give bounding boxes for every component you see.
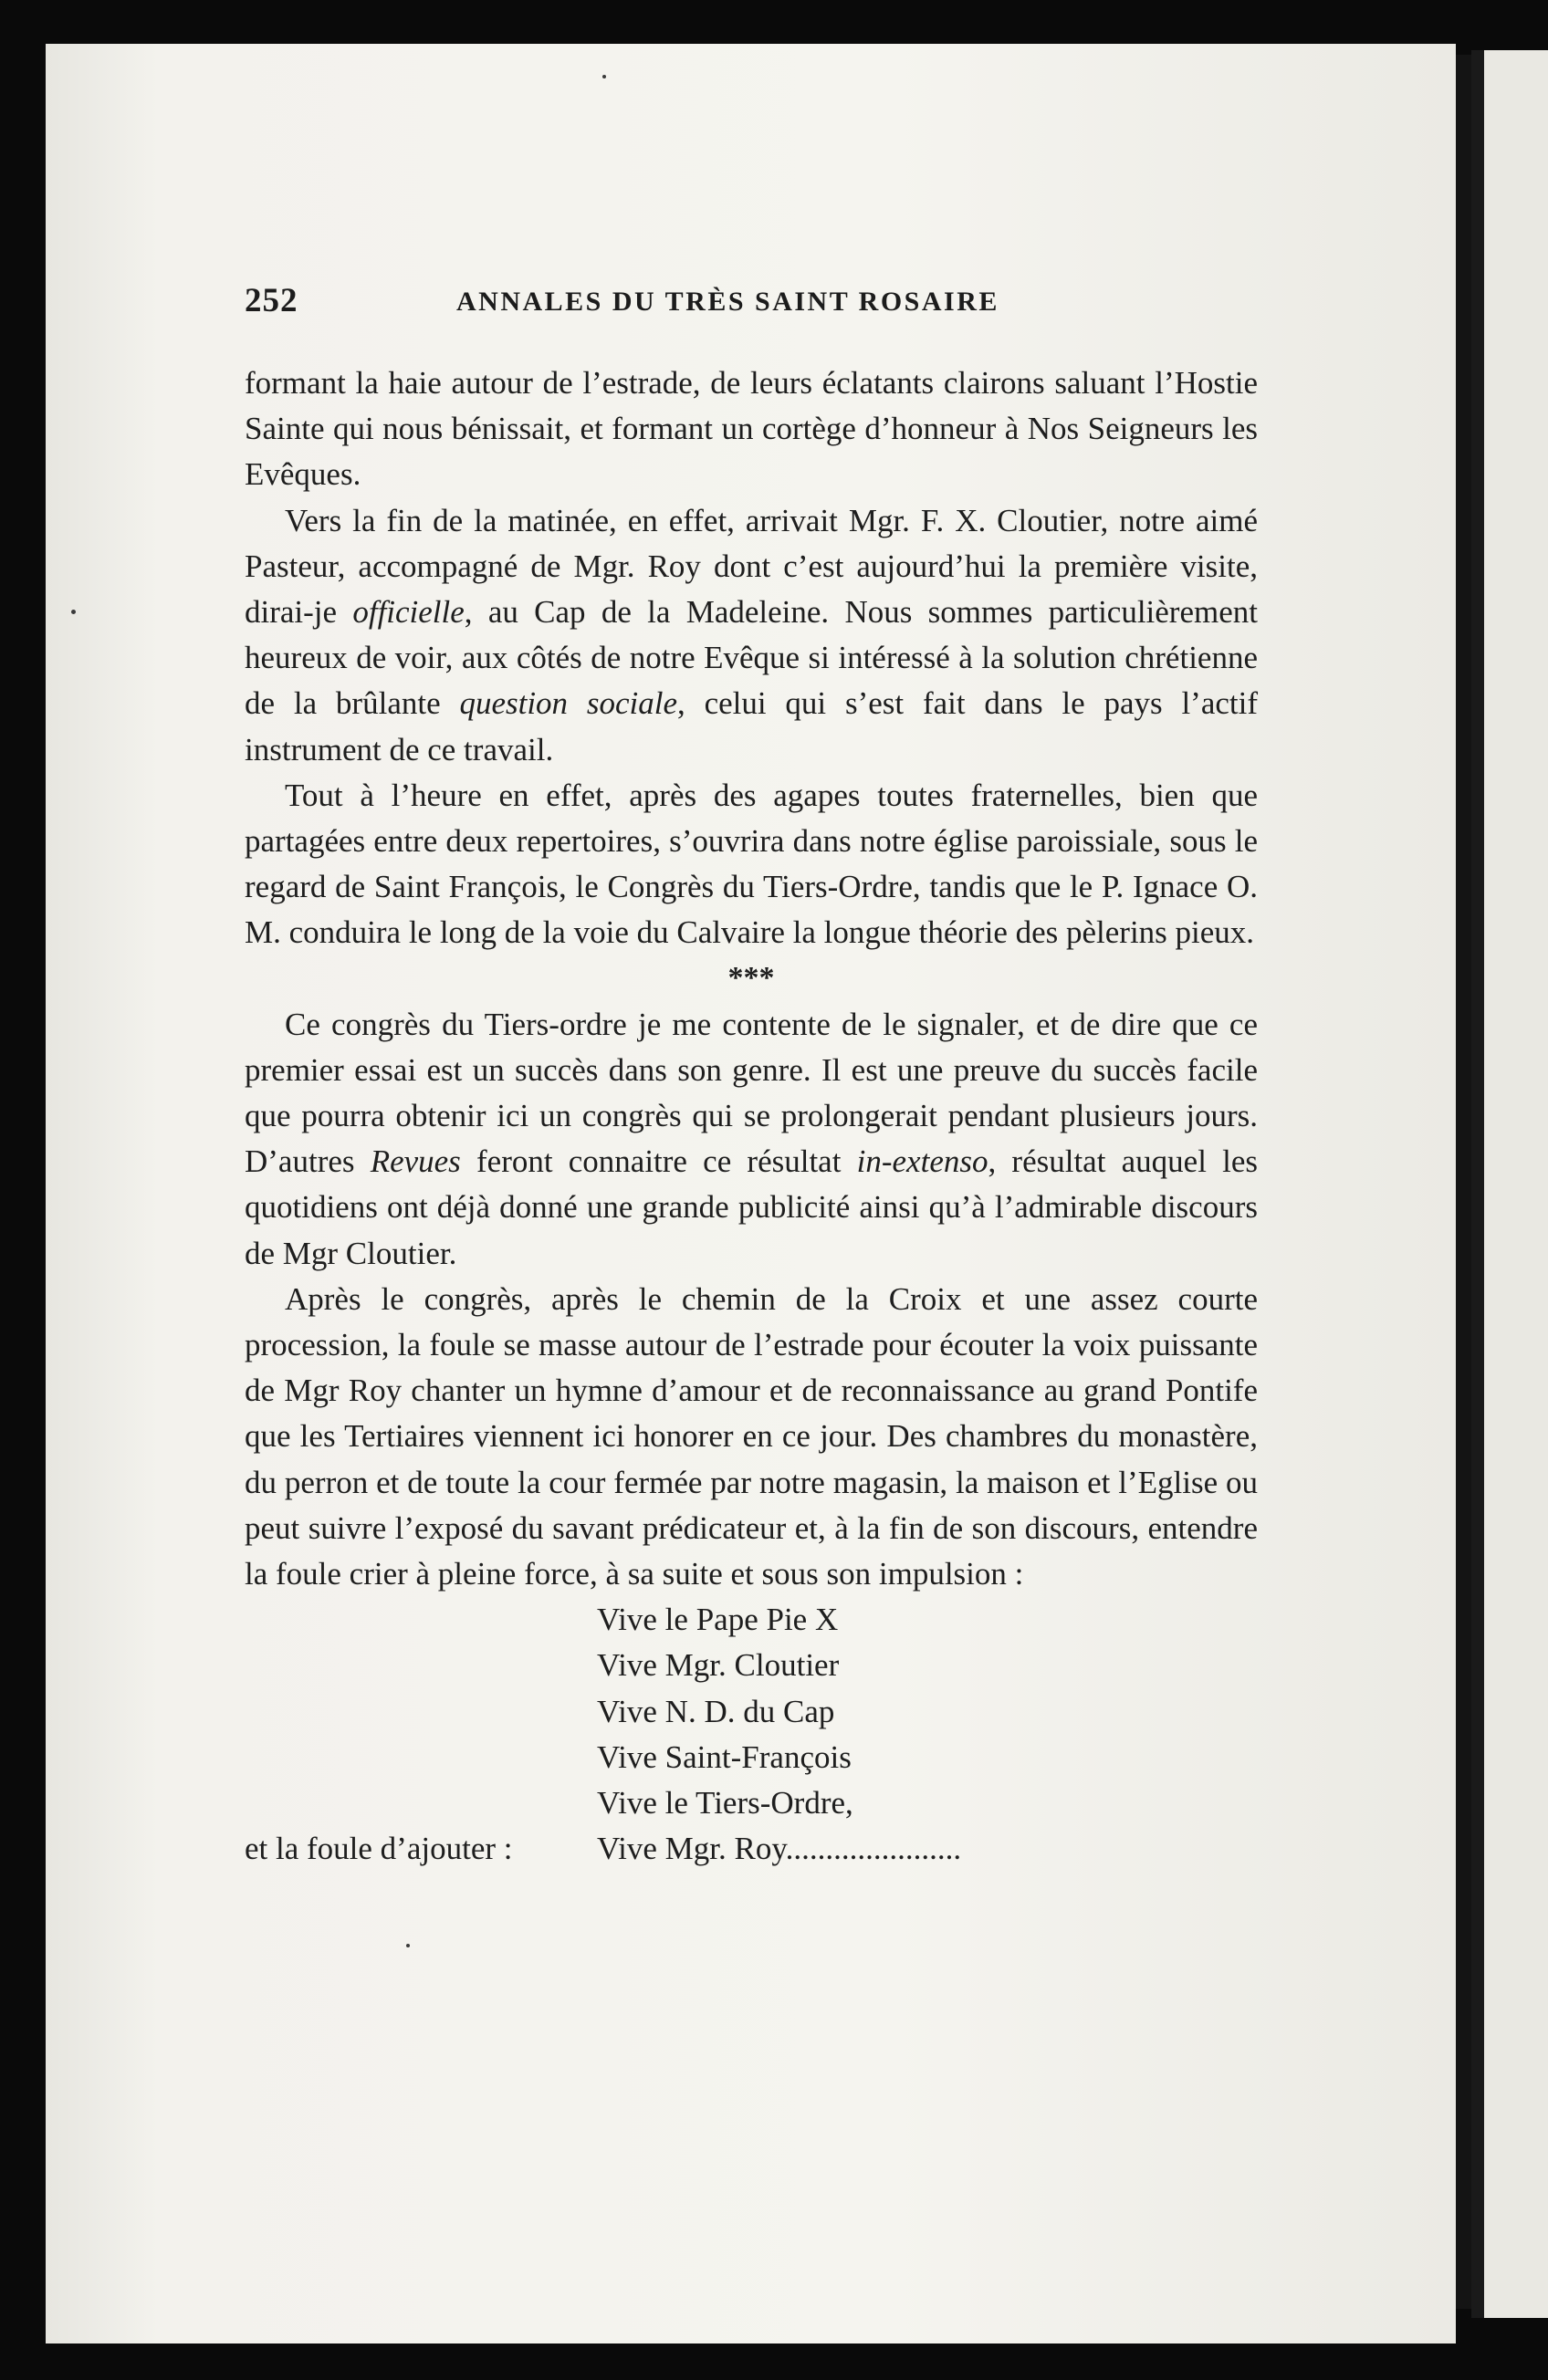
italic-term: officielle: [352, 594, 465, 631]
final-cheer-line: [245, 1826, 1258, 1872]
body-text: [245, 360, 1258, 1873]
scan-speck: [406, 1944, 410, 1947]
page-header: [245, 281, 1260, 321]
italic-term: question sociale: [459, 685, 678, 722]
cheer-line: Vive Saint-François: [597, 1738, 852, 1775]
cheer-line: Vive le Tiers-Ordre,: [597, 1785, 853, 1822]
text-run: , celui qui s’est fait dans le pays l’actif instrument de ce travail.: [245, 685, 1258, 767]
text-run: Vers la fin de la matinée, en effet, arrivait Mgr. F. X. Cloutier, notre aimé Pasteur, accompagné de Mgr. Roy dont c’est aujourd’hui la première visite, dirai-je: [245, 502, 1258, 631]
final-line-cheer: Vive Mgr. Roy......................: [597, 1831, 962, 1867]
cheer-line: Vive N. D. du Cap: [597, 1693, 835, 1729]
paragraph: [245, 498, 1258, 773]
facing-page-edge: [1471, 50, 1548, 2318]
scan-speck: [602, 75, 606, 78]
paragraph: [245, 1002, 1258, 1277]
text-run: , résultat auquel les quotidiens ont déjà donné une grande publicité ainsi qu’à l’admirable discours de Mgr Cloutier.: [245, 1143, 1258, 1271]
paragraph: Après le congrès, après le chemin de la Croix et une assez courte procession, la foule se masse autour de l’estrade pour écouter la voix puissante de Mgr Roy chanter un hymne d’amour et de reconnaissance au grand Pontife que les Tertiaires viennent ici honorer en ce jour. Des chambres du monastère, du perron et de toute la cour fermée par notre magasin, la maison et l’Eglise ou peut suivre l’exposé du savant prédicateur et, à la fin de son discours, entendre la foule crier à pleine force, à sa suite et sous son impulsion :: [245, 1280, 1258, 1592]
cheer-line: Vive le Pape Pie X: [597, 1602, 839, 1638]
page-number: 252: [245, 282, 298, 319]
paragraph: formant la haie autour de l’estrade, de leurs éclatants clairons saluant l’Hostie Sainte qui nous bénissait, et formant un cortège d’honneur à Nos Seigneurs les Evêques.: [245, 365, 1258, 493]
italic-term: Revues: [370, 1143, 461, 1180]
final-line-lead: et la foule d’ajouter :: [245, 1831, 513, 1867]
cheer-line: Vive Mgr. Cloutier: [597, 1647, 840, 1684]
paragraph: Tout à l’heure en effet, après des agapes toutes fraternelles, bien que partagées entre deux repertoires, s’ouvrira dans notre église paroissiale, sous le regard de Saint François, le Congrès du Tiers-Ordre, tandis que le P. Ignace O. M. conduira le long de la voie du Calvaire la longue théorie des pèlerins pieux.: [245, 777, 1258, 951]
italic-term: in-extenso: [856, 1143, 988, 1180]
text-run: feront connaitre ce résultat: [460, 1143, 857, 1180]
text-run: Ce congrès du Tiers-ordre je me contente de le signaler, et de dire que ce premier essai est un succès dans son genre. Il est une preuve du succès facile que pourra obtenir ici un congrès qui se prolongerait pendant plusieurs jours. D’autres: [245, 1006, 1258, 1180]
cheer-list: [245, 1597, 1258, 1872]
asterism: ***: [727, 960, 775, 995]
text-run: , au Cap de la Madeleine. Nous sommes particulièrement heureux de voir, aux côtés de notre Evêque si intéressé à la solution chrétienne de la brûlante: [245, 594, 1258, 722]
running-title: ANNALES DU TRÈS SAINT ROSAIRE: [456, 287, 999, 317]
scan-speck: [71, 610, 76, 614]
